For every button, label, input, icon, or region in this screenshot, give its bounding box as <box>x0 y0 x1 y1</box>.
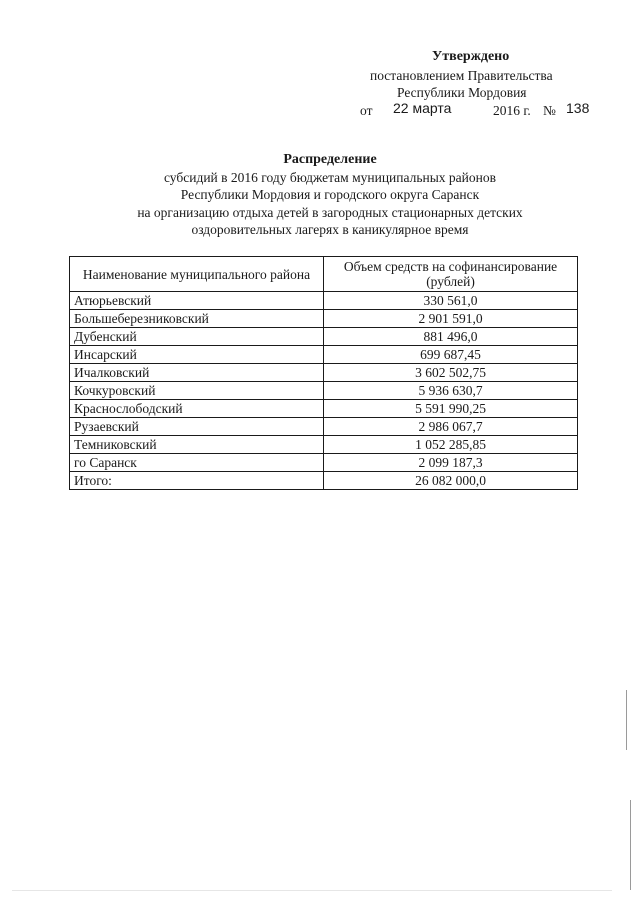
table-row <box>70 382 578 400</box>
district-name: Рузаевский <box>70 418 324 436</box>
district-amount: 3 602 502,75 <box>324 364 578 382</box>
column-header-district: Наименование муниципального района <box>70 257 324 292</box>
district-amount: 1 052 285,85 <box>324 436 578 454</box>
district-amount: 330 561,0 <box>324 292 578 310</box>
distribution-table <box>69 256 578 490</box>
table-row <box>70 346 578 364</box>
approval-number-sign: № <box>543 103 556 118</box>
district-amount: 2 986 067,7 <box>324 418 578 436</box>
heading-line: субсидий в 2016 году бюджетам муниципальных районов <box>163 169 496 185</box>
district-amount: 2 099 187,3 <box>324 454 578 472</box>
district-name: Инсарский <box>70 346 324 364</box>
table-row <box>70 418 578 436</box>
district-name: го Саранск <box>70 454 324 472</box>
approval-title: Утверждено <box>432 49 510 64</box>
document-heading <box>60 151 600 239</box>
table-row <box>70 454 578 472</box>
table-header-row <box>70 257 578 292</box>
scan-artifact <box>12 890 612 891</box>
district-name: Темниковский <box>70 436 324 454</box>
district-amount: 881 496,0 <box>324 328 578 346</box>
scan-artifact <box>626 690 627 750</box>
approval-from-label: от <box>360 103 373 118</box>
district-name: Большеберезниковский <box>70 310 324 328</box>
scan-artifact <box>630 800 631 890</box>
table-row <box>70 328 578 346</box>
district-name: Кочкуровский <box>70 382 324 400</box>
district-name: Ичалковский <box>70 364 324 382</box>
table-row <box>70 364 578 382</box>
table-total-row <box>70 472 578 490</box>
approval-line-2: Республики Мордовия <box>397 85 527 100</box>
total-label: Итого: <box>70 472 324 490</box>
district-name: Дубенский <box>70 328 324 346</box>
column-header-amount: Объем средств на софинансирование (рублей) <box>324 257 578 292</box>
approval-date: 22 марта <box>393 100 452 116</box>
approval-number: 138 <box>566 100 590 116</box>
district-amount: 5 591 990,25 <box>324 400 578 418</box>
district-name: Краснослободский <box>70 400 324 418</box>
heading-line: на организацию отдыха детей в загородных стационарных детских <box>137 204 523 220</box>
heading-title: Распределение <box>283 152 377 167</box>
table-row <box>70 292 578 310</box>
district-name: Атюрьевский <box>70 292 324 310</box>
heading-line: Республики Мордовия и городского округа Саранск <box>180 187 480 202</box>
district-amount: 699 687,45 <box>324 346 578 364</box>
approval-year: 2016 г. <box>493 103 531 118</box>
district-amount: 2 901 591,0 <box>324 310 578 328</box>
table-row <box>70 310 578 328</box>
approval-line-1: постановлением Правительства <box>370 68 553 83</box>
table-row <box>70 400 578 418</box>
total-amount: 26 082 000,0 <box>324 472 578 490</box>
table-row <box>70 436 578 454</box>
distribution-table-container <box>69 256 578 490</box>
heading-line: оздоровительных лагерях в каникулярное время <box>191 222 469 237</box>
district-amount: 5 936 630,7 <box>324 382 578 400</box>
